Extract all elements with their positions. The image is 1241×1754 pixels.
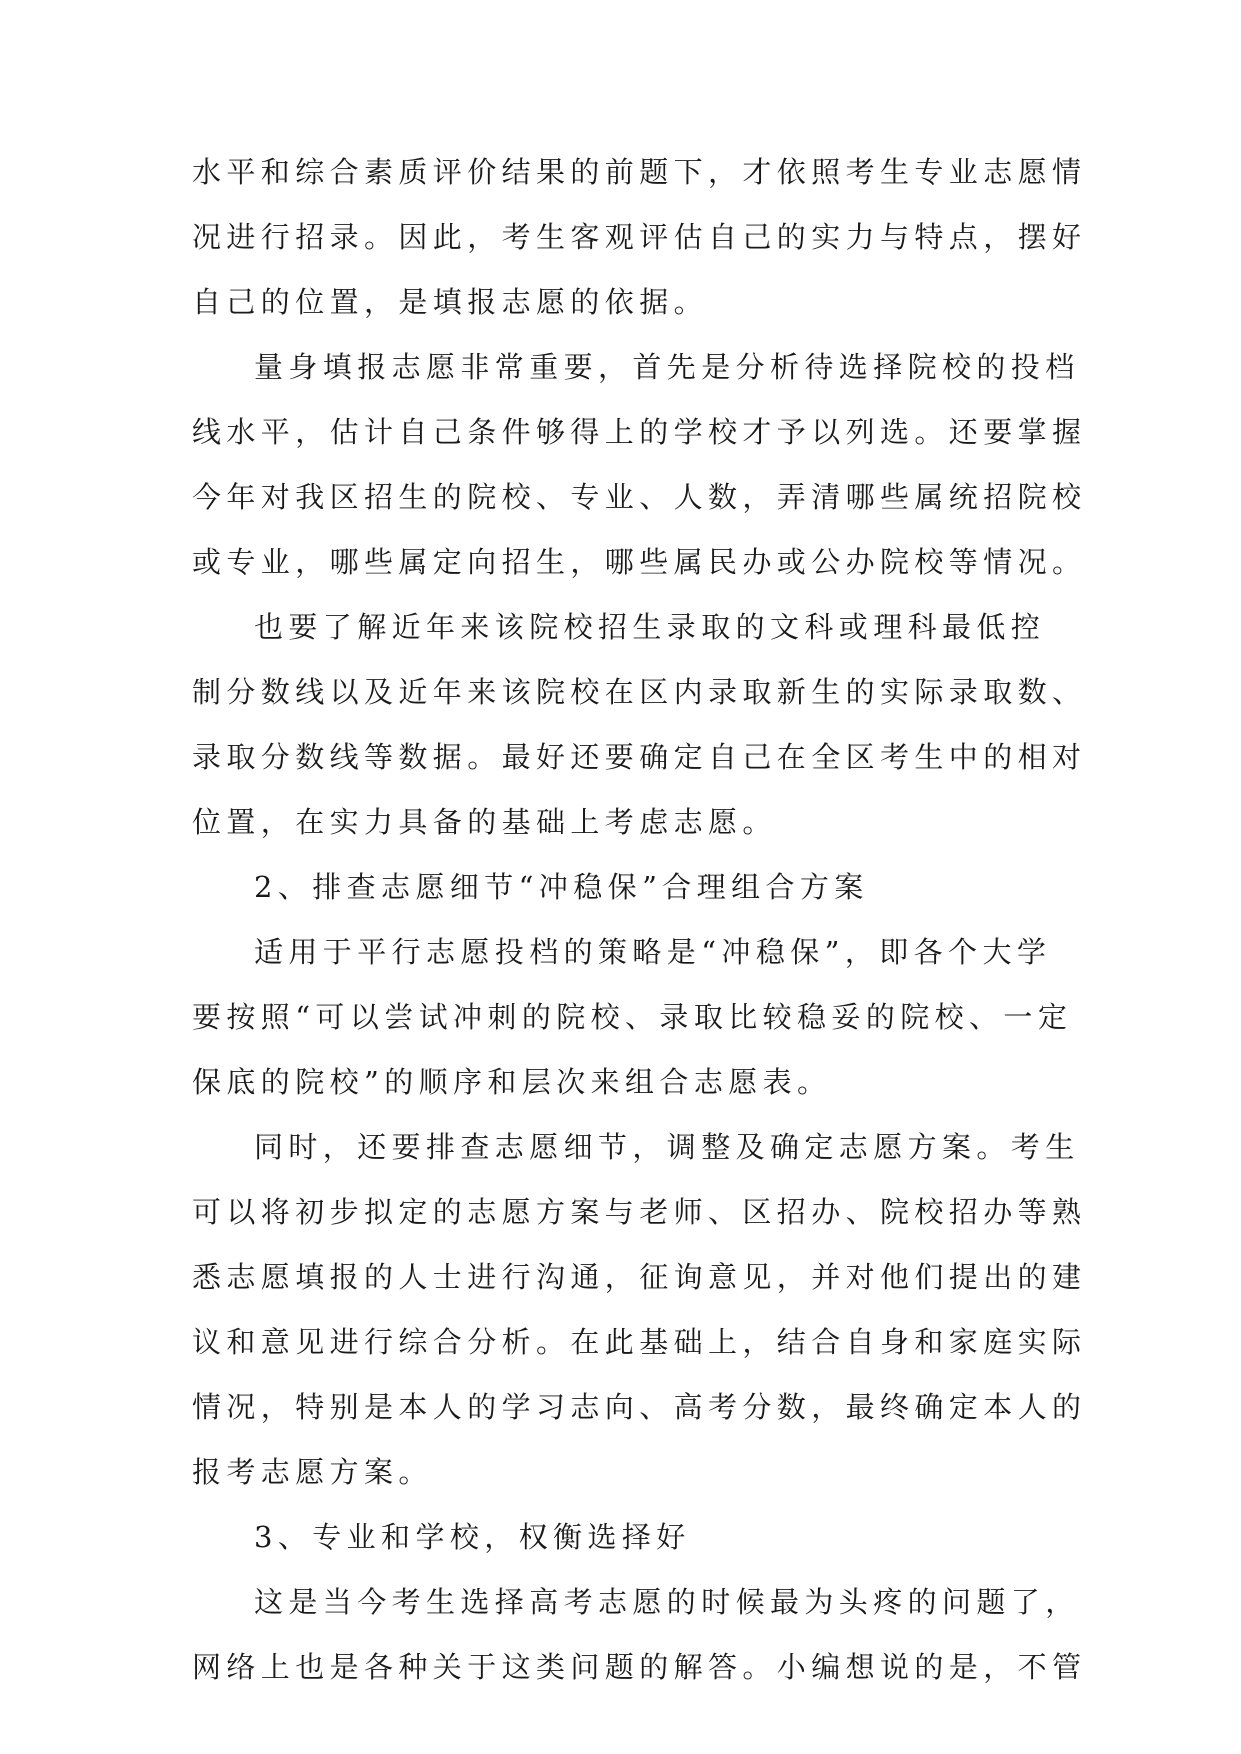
paragraph-start: 这是当今考生选择高考志愿的时候最为头疼的问题了，: [254, 1585, 1080, 1619]
text-line: 议和意见进行综合分析。在此基础上，结合自身和家庭实际: [192, 1325, 1087, 1359]
text-line: 录取分数线等数据。最好还要确定自己在全区考生中的相对: [192, 740, 1087, 774]
paragraph-start: 适用于平行志愿投档的策略是“冲稳保”，即各个大学: [254, 935, 1052, 969]
text-line: 报考志愿方案。: [192, 1455, 433, 1489]
section-heading: 2、排查志愿细节“冲稳保”合理组合方案: [254, 870, 869, 904]
text-line: 位置，在实力具备的基础上考虑志愿。: [192, 805, 777, 839]
text-line: 水平和综合素质评价结果的前题下，才依照考生专业志愿情: [192, 155, 1087, 189]
paragraph-start: 同时，还要排查志愿细节，调整及确定志愿方案。考生: [254, 1130, 1080, 1164]
text-line: 或专业，哪些属定向招生，哪些属民办或公办院校等情况。: [192, 545, 1087, 579]
text-line: 悉志愿填报的人士进行沟通，征询意见，并对他们提出的建: [192, 1260, 1087, 1294]
text-line: 网络上也是各种关于这类问题的解答。小编想说的是，不管: [192, 1650, 1087, 1684]
text-line: 情况，特别是本人的学习志向、高考分数，最终确定本人的: [192, 1390, 1087, 1424]
paragraph-start: 量身填报志愿非常重要，首先是分析待选择院校的投档: [254, 350, 1080, 384]
text-line: 自己的位置，是填报志愿的依据。: [192, 285, 709, 319]
text-line: 制分数线以及近年来该院校在区内录取新生的实际录取数、: [192, 675, 1087, 709]
text-line: 保底的院校”的顺序和层次来组合志愿表。: [192, 1065, 832, 1099]
text-line: 今年对我区招生的院校、专业、人数，弄清哪些属统招院校: [192, 480, 1087, 514]
text-line: 要按照“可以尝试冲刺的院校、录取比较稳妥的院校、一定: [192, 1000, 1073, 1034]
text-line: 况进行招录。因此，考生客观评估自己的实力与特点，摆好: [192, 220, 1087, 254]
section-heading: 3、专业和学校，权衡选择好: [254, 1520, 691, 1554]
text-line: 线水平，估计自己条件够得上的学校才予以列选。还要掌握: [192, 415, 1087, 449]
paragraph-start: 也要了解近年来该院校招生录取的文科或理科最低控: [254, 610, 1046, 644]
text-line: 可以将初步拟定的志愿方案与老师、区招办、院校招办等熟: [192, 1195, 1087, 1229]
